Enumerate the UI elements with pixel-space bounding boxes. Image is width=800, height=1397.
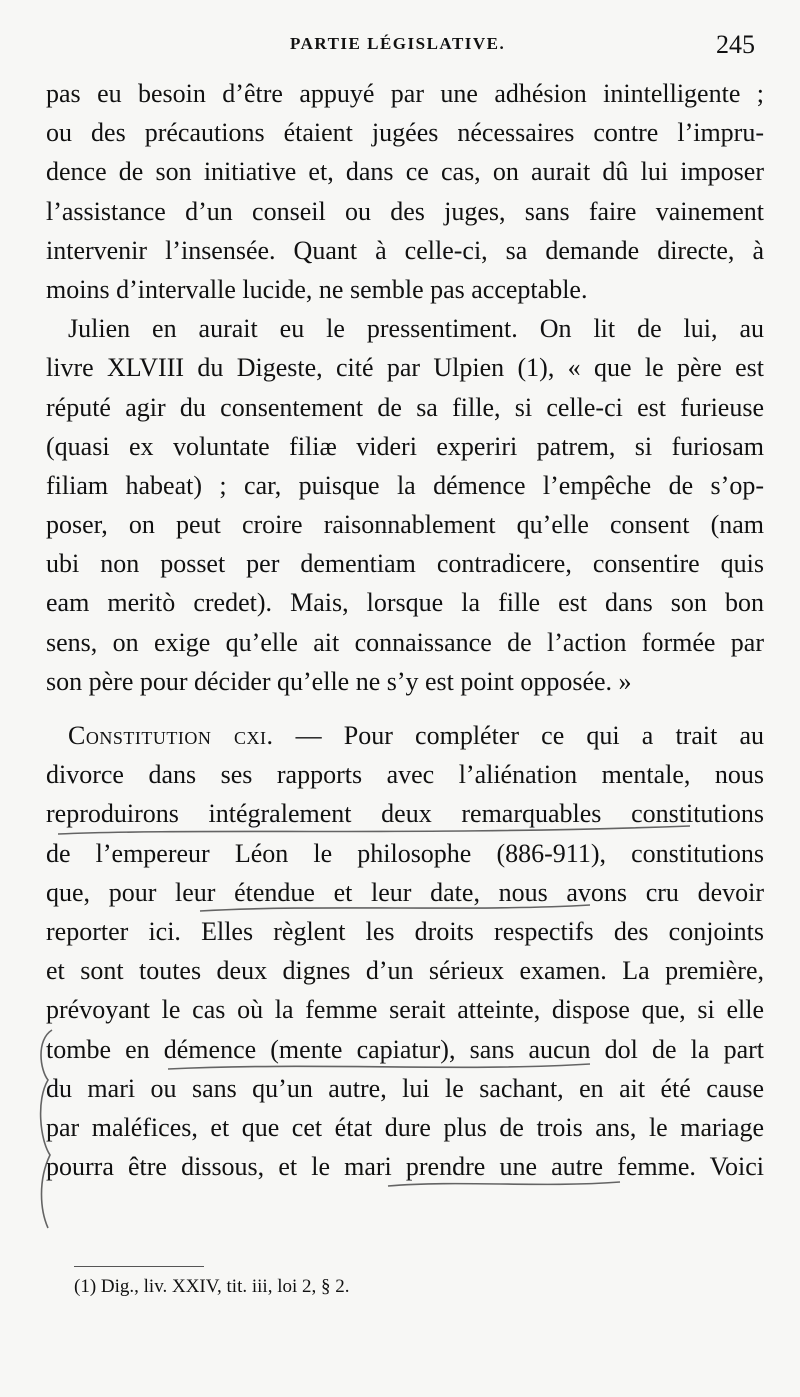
text-line: eam meritò credet). Mais, lorsque la fille est dans son bon — [46, 588, 764, 618]
text-line — [46, 716, 764, 755]
page-header — [0, 32, 800, 66]
text-line: que, pour leur étendue et leur date, nous avons cru devoir — [46, 877, 764, 907]
text-line: et sont toutes deux dignes d’un sérieux examen. La première, — [46, 956, 764, 986]
running-head: PARTIE LÉGISLATIVE. — [290, 34, 506, 53]
body-text — [46, 74, 764, 1186]
text-line: par maléfices, et que cet état dure plus de trois ans, le mariage — [46, 1112, 764, 1142]
text-line: livre XLVIII du Digeste, cité par Ulpien (1), « que le père est — [46, 353, 764, 383]
text-line: de l’empereur Léon le philosophe (886-911), constitutions — [46, 838, 764, 868]
text-line: prévoyant le cas où la femme serait atteinte, dispose que, si elle — [46, 995, 764, 1025]
text-line: ubi non posset per dementiam contradicere, consentire quis — [46, 549, 764, 579]
text-line: divorce dans ses rapports avec l’aliénation mentale, nous — [46, 760, 764, 790]
text-line: moins d’intervalle lucide, ne semble pas acceptable. — [46, 274, 588, 304]
footnote-rule — [74, 1266, 204, 1267]
footnote: (1) Dig., liv. XXIV, tit. iii, loi 2, § 2. — [74, 1276, 350, 1297]
text-line: l’assistance d’un conseil ou des juges, sans faire vainement — [46, 196, 764, 226]
text-line: tombe en démence (mente capiatur), sans aucun dol de la part — [46, 1034, 764, 1064]
text-line: son père pour décider qu’elle ne s’y est point opposée. » — [46, 666, 632, 696]
text-line: filiam habeat) ; car, puisque la démence l’empêche de s’op- — [46, 470, 764, 500]
text-line italic-line: (quasi ex voluntate filiæ videri experiri patrem, si furiosam — [46, 431, 764, 461]
text-line: du mari ou sans qu’un autre, lui le sachant, en ait été cause — [46, 1073, 764, 1103]
text-line: poser, on peut croire raisonnablement qu’elle consent (nam — [46, 510, 764, 540]
text-line: pas eu besoin d’être appuyé par une adhésion inintelligente ; — [46, 79, 764, 108]
text-line: ou des précautions étaient jugées nécessaires contre l’impru- — [46, 118, 764, 148]
text-line: Julien en aurait eu le pressentiment. On lit de lui, au — [68, 314, 764, 344]
text-line: sens, on exige qu’elle ait connaissance de l’action formée par — [46, 627, 764, 657]
text-line: reproduirons intégralement deux remarquables constitutions — [46, 799, 764, 829]
text-line: reporter ici. Elles règlent les droits respectifs des conjoints — [46, 916, 764, 946]
text-line: réputé agir du consentement de sa fille, si celle-ci est furieuse — [46, 392, 764, 422]
text-line: dence de son initiative et, dans ce cas, on aurait dû lui imposer — [46, 157, 764, 187]
text-line: pourra être dissous, et le mari prendre une autre femme. Voici — [46, 1152, 764, 1182]
text-line: intervenir l’insensée. Quant à celle-ci, sa demande directe, à — [46, 235, 764, 265]
page-number: 245 — [716, 30, 755, 59]
section-lead: Constitution cxi. — [68, 721, 274, 750]
text-run: — Pour compléter ce qui a trait au — [273, 721, 764, 750]
